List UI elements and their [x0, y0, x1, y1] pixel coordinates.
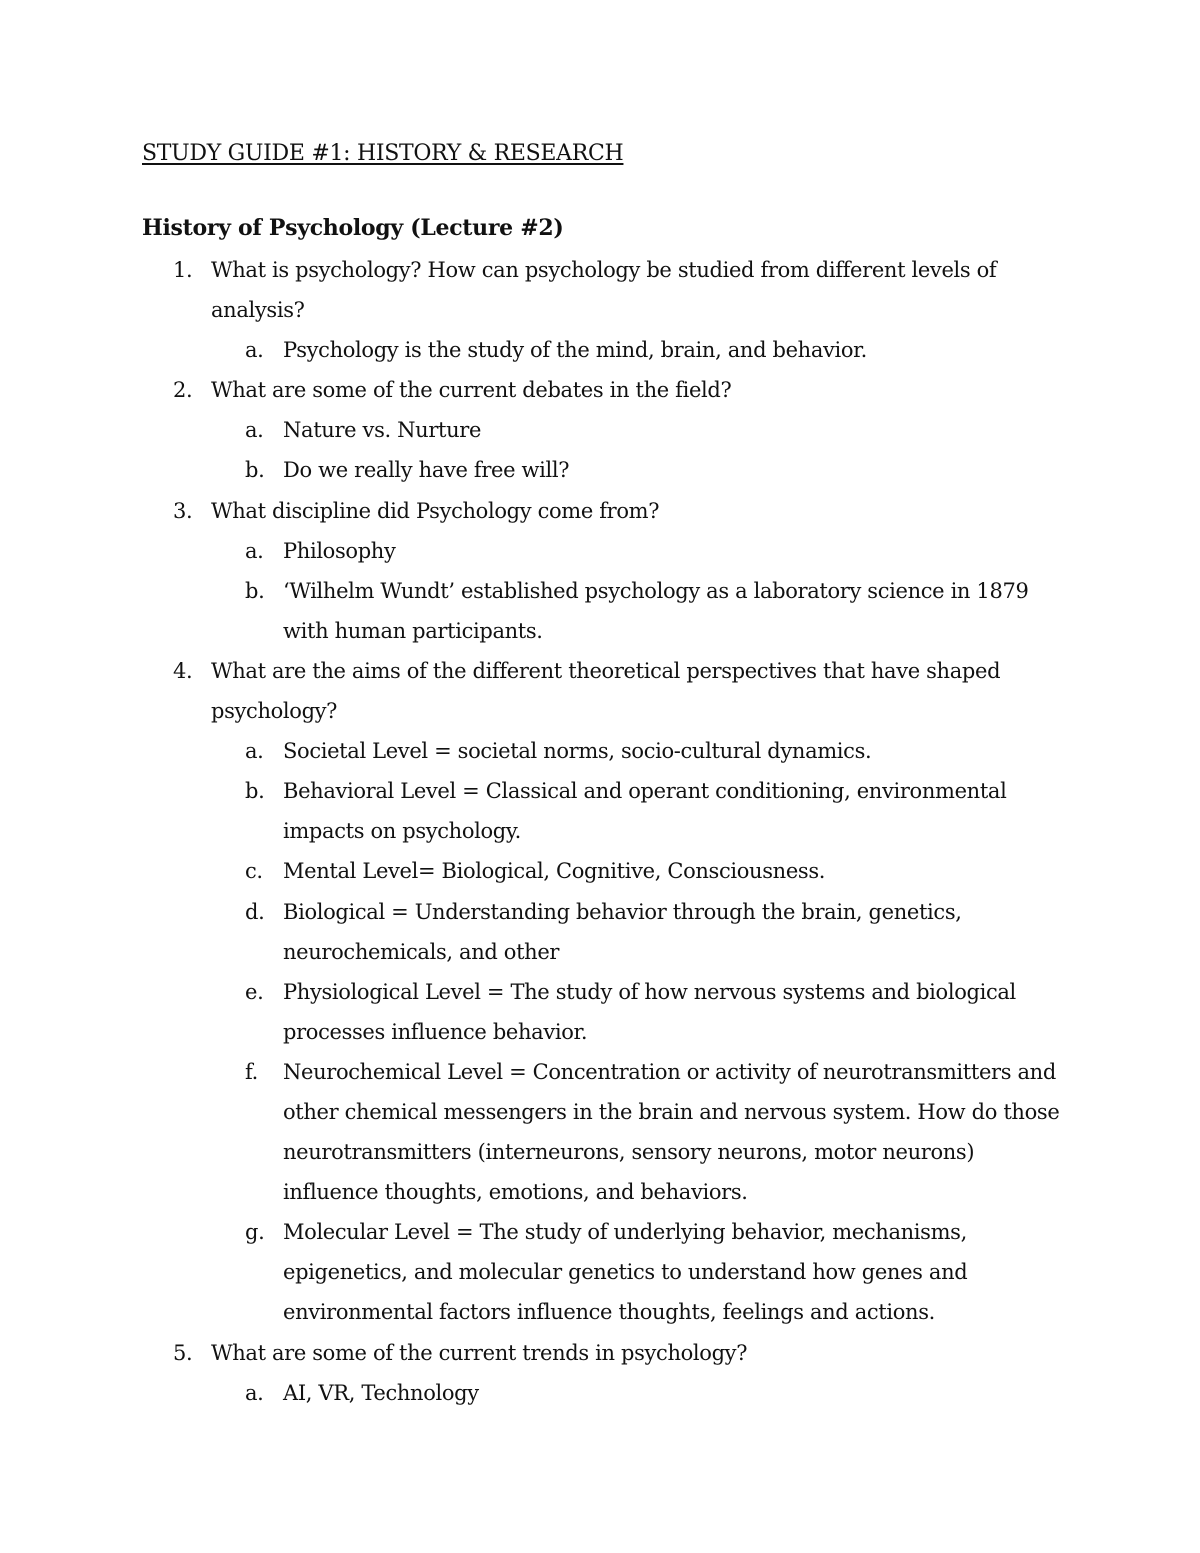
question-number: 1. [173, 258, 193, 282]
answer-text: neurochemicals, and other [283, 939, 560, 964]
question-number: 3. [173, 498, 193, 523]
answer-letter: g. [245, 1220, 265, 1245]
answer-letter: a. [245, 338, 264, 363]
answer-line [0, 571, 1200, 611]
answer-line [0, 1092, 1200, 1132]
question-text: What discipline did Psychology come from? [211, 498, 660, 523]
answer-line [0, 1252, 1200, 1292]
answer-line [0, 330, 1200, 370]
answer-line [0, 1373, 1200, 1413]
answer-text: Psychology is the study of the mind, brain, and behavior. [283, 338, 867, 363]
question-line [0, 491, 1200, 531]
answer-line [0, 1012, 1200, 1052]
answer-text: Mental Level= Biological, Cognitive, Consciousness. [283, 859, 826, 884]
answer-letter: a. [245, 1380, 264, 1405]
answer-letter: b. [245, 578, 265, 603]
question-text: What are the aims of the different theoretical perspectives that have shaped [211, 658, 1001, 683]
question-text: analysis? [211, 298, 305, 323]
question-line [0, 290, 1200, 330]
answer-text: neurotransmitters (interneurons, sensory neurons, motor neurons) [283, 1140, 975, 1165]
page-title: STUDY GUIDE #1: HISTORY & RESEARCH [142, 141, 624, 166]
answer-letter: f. [245, 1059, 258, 1084]
answer-letter: a. [245, 538, 264, 563]
answer-text: impacts on psychology. [283, 819, 521, 844]
answer-text: Physiological Level = The study of how nervous systems and biological [283, 979, 1016, 1004]
answer-line [0, 892, 1200, 932]
answer-text: ‘Wilhelm Wundt’ established psychology as a laboratory science in 1879 [283, 578, 1029, 603]
answer-line [0, 811, 1200, 851]
answer-text: Societal Level = societal norms, socio-cultural dynamics. [283, 739, 872, 764]
answer-letter: b. [245, 458, 265, 483]
question-line [0, 250, 1200, 290]
question-text: What is psychology? How can psychology be studied from different levels of [211, 258, 997, 282]
answer-line [0, 771, 1200, 811]
answer-line [0, 531, 1200, 571]
answer-line [0, 1132, 1200, 1172]
answer-text: other chemical messengers in the brain and nervous system. How do those [283, 1099, 1060, 1124]
answer-text: epigenetics, and molecular genetics to understand how genes and [283, 1260, 968, 1285]
answer-line [0, 611, 1200, 651]
answer-line [0, 972, 1200, 1012]
answer-text: processes influence behavior. [283, 1019, 588, 1044]
answer-letter: b. [245, 779, 265, 804]
answer-text: influence thoughts, emotions, and behaviors. [283, 1180, 748, 1205]
question-text: psychology? [211, 699, 338, 724]
answer-line [0, 1212, 1200, 1252]
question-line [0, 651, 1200, 691]
question-list [0, 250, 1200, 1413]
answer-letter: a. [245, 418, 264, 443]
answer-letter: e. [245, 979, 264, 1004]
answer-text: Molecular Level = The study of underlying behavior, mechanisms, [283, 1220, 967, 1245]
question-number: 4. [173, 658, 193, 683]
question-number: 2. [173, 378, 193, 403]
answer-text: Philosophy [283, 538, 396, 563]
question-text: What are some of the current debates in the field? [211, 378, 732, 403]
answer-text: Behavioral Level = Classical and operant conditioning, environmental [283, 779, 1007, 804]
question-number: 5. [173, 1340, 193, 1365]
answer-line [0, 1292, 1200, 1332]
answer-line [0, 450, 1200, 490]
answer-letter: c. [245, 859, 263, 884]
answer-letter: d. [245, 899, 265, 924]
answer-line [0, 1172, 1200, 1212]
question-line [0, 370, 1200, 410]
answer-line [0, 1052, 1200, 1092]
answer-line [0, 932, 1200, 972]
answer-text: environmental factors influence thoughts, feelings and actions. [283, 1300, 935, 1325]
answer-text: with human participants. [283, 618, 543, 643]
answer-line [0, 731, 1200, 771]
answer-text: Nature vs. Nurture [283, 418, 482, 443]
question-line [0, 1333, 1200, 1373]
answer-text: Neurochemical Level = Concentration or activity of neurotransmitters and [283, 1059, 1056, 1084]
answer-text: AI, VR, Technology [283, 1380, 479, 1405]
answer-line [0, 851, 1200, 891]
question-line [0, 691, 1200, 731]
answer-text: Do we really have free will? [283, 458, 570, 483]
section-heading: History of Psychology (Lecture #2) [142, 215, 564, 241]
question-text: What are some of the current trends in psychology? [211, 1340, 748, 1365]
answer-line [0, 410, 1200, 450]
answer-text: Biological = Understanding behavior through the brain, genetics, [283, 899, 962, 924]
answer-letter: a. [245, 739, 264, 764]
